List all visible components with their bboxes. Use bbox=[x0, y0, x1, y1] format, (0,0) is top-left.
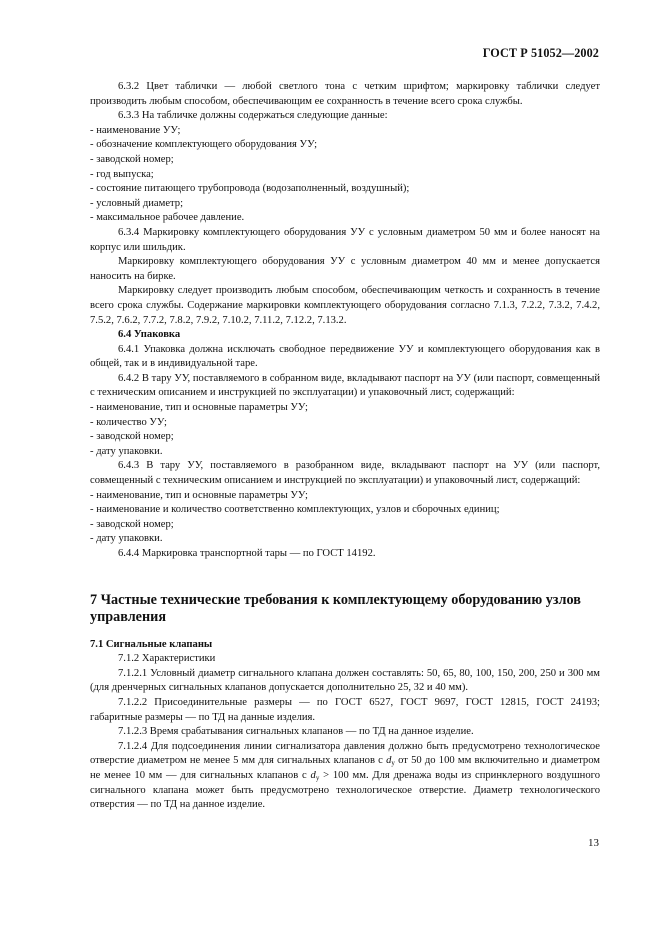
paragraph-6-4-3: 6.4.3 В тару УУ, поставляемого в разобранном виде, вкладывают паспорт на УУ (или паспорт, совмещенный с техническим описанием и инструкцией по эксплуатации) и упаковочный лист, содержащий: bbox=[90, 460, 600, 487]
list-item: - наименование УУ; bbox=[90, 124, 600, 139]
paragraph-7-1-2-1: 7.1.2.1 Условный диаметр сигнального клапана должен составлять: 50, 65, 80, 100, 150, 200, 250 и 300 мм (для дренчерных сигнальных клапанов допускается дополнительно 25, 32 и 40 мм). bbox=[90, 667, 600, 694]
list-6-4-3 bbox=[90, 489, 600, 547]
paragraph-6-3-4-c: Маркировку следует производить любым способом, обеспечивающим четкость и сохранность в течение всего срока службы. Содержание маркировки комплектующего оборудования согласно 7.1.3, 7.2.2, 7.3.2, 7.4.2, 7.5.2, 7.6.2, 7.7.2, 7.8.2, 7.9.2, 7.10.2, 7.11.2, 7.12.2, 7.13.2. bbox=[90, 285, 600, 326]
paragraph-7-1-2-3: 7.1.2.3 Время срабатывания сигнальных клапанов — по ТД на данное изделие. bbox=[118, 726, 474, 738]
page-body bbox=[90, 80, 600, 813]
page-number: 13 bbox=[588, 837, 599, 849]
list-item: - дату упаковки. bbox=[90, 445, 600, 460]
list-item: - наименование и количество соответственно комплектующих, узлов и сборочных единиц; bbox=[90, 503, 600, 518]
list-item: - состояние питающего трубопровода (водозаполненный, воздушный); bbox=[90, 182, 600, 197]
text-run: от 50 до 100 мм включительно и диаметром не менее 10 мм — для сигнальных клапанов с bbox=[90, 755, 600, 781]
list-item: - условный диаметр; bbox=[90, 197, 600, 212]
nominal-diameter-subscript: у bbox=[391, 759, 395, 768]
paragraph-7-1-2-2: 7.1.2.2 Присоединительные размеры — по ГОСТ 6527, ГОСТ 9697, ГОСТ 12815, ГОСТ 24193; габаритные размеры — по ТД на данные изделия. bbox=[90, 696, 600, 723]
list-item: - год выпуска; bbox=[90, 168, 600, 183]
text-run: 7.1.2.4 Для подсоединения линии сигнализатора давления должно быть предусмотрено технологическое отверстие диаметром не менее 5 мм для сигнальных клапанов с bbox=[90, 740, 600, 767]
nominal-diameter-symbol: d bbox=[310, 769, 316, 781]
list-6-3-3 bbox=[90, 124, 600, 226]
list-item: - наименование, тип и основные параметры УУ; bbox=[90, 489, 600, 504]
subsection-heading-7-1: 7.1 Сигнальные клапаны bbox=[90, 638, 213, 650]
document-header: ГОСТ Р 51052—2002 bbox=[482, 46, 599, 60]
text-run: > 100 мм. Для дренажа воды из спринклерного воздушного сигнального клапана может быть предусмотрено технологическое отверстие. Диаметр технологического отверстия — по ТД на данное изделие. bbox=[90, 769, 600, 811]
paragraph-6-4-4: 6.4.4 Маркировка транспортной тары — по ГОСТ 14192. bbox=[118, 548, 376, 559]
paragraph-6-4-2: 6.4.2 В тару УУ, поставляемого в собранном виде, вкладывают паспорт на УУ (или паспорт, совмещенный с техническим описанием и инструкцией по эксплуатации) и упаковочный лист, содержащий: bbox=[90, 372, 600, 399]
paragraph-6-3-3: 6.3.3 На табличке должны содержаться следующие данные: bbox=[118, 110, 388, 122]
paragraph-7-1-2-4 bbox=[90, 740, 600, 813]
subsection-heading-6-4: 6.4 Упаковка bbox=[118, 329, 181, 341]
list-item: - заводской номер; bbox=[90, 430, 600, 445]
list-item: - количество УУ; bbox=[90, 416, 600, 431]
paragraph-6-4-1: 6.4.1 Упаковка должна исключать свободное передвижение УУ и комплектующего оборудования как в общей, так и в индивидуальной таре. bbox=[90, 343, 600, 370]
paragraph-6-3-2: 6.3.2 Цвет таблички — любой светлого тона с четким шрифтом; маркировку таблички следует производить любым способом, обеспечивающим ее сохранность в течение всего срока службы. bbox=[90, 81, 600, 107]
list-item: - обозначение комплектующего оборудования УУ; bbox=[90, 138, 600, 153]
nominal-diameter-symbol: d bbox=[386, 755, 392, 767]
list-item: - дату упаковки. bbox=[90, 532, 600, 547]
list-6-4-2 bbox=[90, 401, 600, 459]
list-item: - наименование, тип и основные параметры УУ; bbox=[90, 401, 600, 416]
list-item: - заводской номер; bbox=[90, 153, 600, 168]
list-item: - заводской номер; bbox=[90, 518, 600, 533]
list-item: - максимальное рабочее давление. bbox=[90, 211, 600, 226]
paragraph-7-1-2: 7.1.2 Характеристики bbox=[118, 653, 216, 665]
section-heading-7: 7 Частные технические требования к комплектующему оборудованию узлов управления bbox=[90, 591, 581, 625]
nominal-diameter-subscript: у bbox=[315, 773, 320, 782]
paragraph-6-3-4-b: Маркировку комплектующего оборудования УУ с условным диаметром 40 мм и менее допускается наносить на бирке. bbox=[90, 256, 600, 282]
paragraph-6-3-4: 6.3.4 Маркировку комплектующего оборудования УУ с условным диаметром 50 мм и более наносят на корпус или шильдик. bbox=[90, 226, 600, 253]
